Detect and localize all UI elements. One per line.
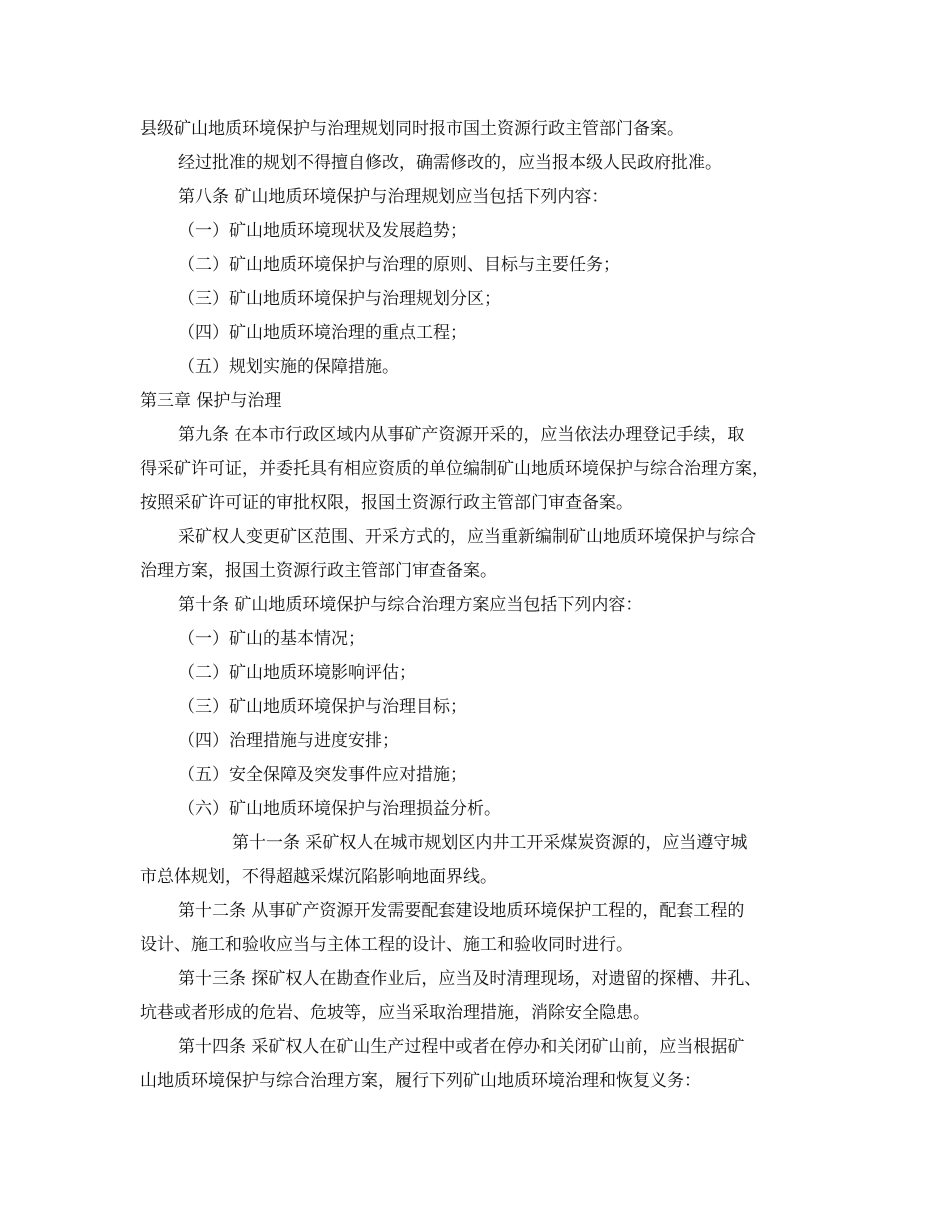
article-heading: 第十三条 探矿权人在勘查作业后，应当及时清理现场，对遗留的探槽、井孔、 (178, 969, 762, 989)
list-item: （四）矿山地质环境治理的重点工程； (178, 323, 467, 343)
text-line: 市总体规划，不得超越采煤沉陷影响地面界线。 (140, 867, 497, 887)
article-heading: 第十二条 从事矿产资源开发需要配套建设地质环境保护工程的，配套工程的 (178, 901, 745, 921)
list-item: （四）治理措施与进度安排； (178, 731, 399, 751)
list-item: （五）规划实施的保障措施。 (178, 357, 399, 377)
list-item: （六）矿山地质环境保护与治理损益分析。 (178, 799, 501, 819)
text-line: 设计、施工和验收应当与主体工程的设计、施工和验收同时进行。 (140, 935, 633, 955)
article-heading: 第八条 矿山地质环境保护与治理规划应当包括下列内容： (178, 187, 609, 207)
text-line: 按照采矿许可证的审批权限，报国土资源行政主管部门审查备案。 (140, 493, 633, 513)
text-line: 治理方案，报国土资源行政主管部门审查备案。 (140, 561, 497, 581)
list-item: （三）矿山地质环境保护与治理规划分区； (178, 289, 501, 309)
text-line: 经过批准的规划不得擅自修改，确需修改的，应当报本级人民政府批准。 (178, 153, 722, 173)
list-item: （二）矿山地质环境保护与治理的原则、目标与主要任务； (178, 255, 620, 275)
list-item: （一）矿山地质环境现状及发展趋势； (178, 221, 467, 241)
list-item: （三）矿山地质环境保护与治理目标； (178, 697, 467, 717)
text-line: 县级矿山地质环境保护与治理规划同时报市国土资源行政主管部门备案。 (140, 119, 684, 139)
list-item: （二）矿山地质环境影响评估； (178, 663, 416, 683)
text-line: 山地质环境保护与综合治理方案，履行下列矿山地质环境治理和恢复义务： (140, 1071, 701, 1091)
article-heading: 第十四条 采矿权人在矿山生产过程中或者在停办和关闭矿山前，应当根据矿 (178, 1037, 745, 1057)
article-heading: 第十一条 采矿权人在城市规划区内井工开采煤炭资源的，应当遵守城 (232, 833, 748, 853)
chapter-heading: 第三章 保护与治理 (140, 391, 282, 411)
list-item: （一）矿山的基本情况； (178, 629, 365, 649)
article-heading: 第九条 在本市行政区域内从事矿产资源开采的，应当依法办理登记手续，取 (178, 425, 745, 445)
text-line: 得采矿许可证，并委托具有相应资质的单位编制矿山地质环境保护与综合治理方案， (140, 459, 769, 479)
article-heading: 第十条 矿山地质环境保护与综合治理方案应当包括下列内容： (178, 595, 643, 615)
text-line: 坑巷或者形成的危岩、危坡等，应当采取治理措施，消除安全隐患。 (140, 1003, 650, 1023)
list-item: （五）安全保障及突发事件应对措施； (178, 765, 467, 785)
text-line: 采矿权人变更矿区范围、开采方式的，应当重新编制矿山地质环境保护与综合 (178, 527, 756, 547)
